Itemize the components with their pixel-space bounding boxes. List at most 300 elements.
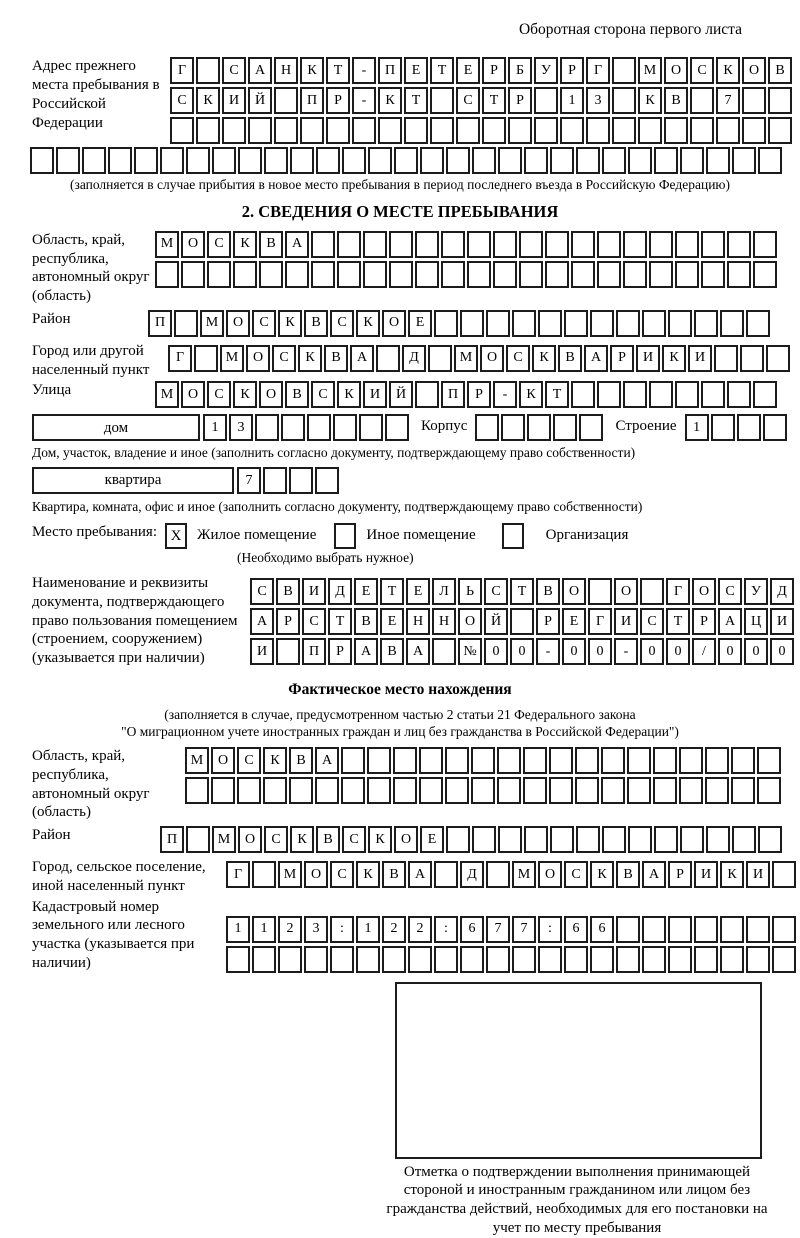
char-box[interactable]: С [250,578,274,605]
char-box[interactable] [742,117,766,144]
char-box[interactable]: А [248,57,272,84]
char-box[interactable] [408,946,432,973]
char-box[interactable]: А [406,638,430,665]
char-box[interactable] [281,414,305,441]
char-box[interactable] [196,117,220,144]
char-box[interactable]: В [276,578,300,605]
char-box[interactable]: О [246,345,270,372]
char-box[interactable] [668,946,692,973]
char-box[interactable]: 2 [382,916,406,943]
char-box[interactable] [211,777,235,804]
char-box[interactable]: К [356,861,380,888]
char-box[interactable] [430,87,454,114]
char-box[interactable] [311,261,335,288]
char-box[interactable] [255,414,279,441]
char-box[interactable]: 0 [588,638,612,665]
char-box[interactable]: О [458,608,482,635]
char-box[interactable]: Д [770,578,794,605]
char-box[interactable] [550,826,574,853]
char-box[interactable] [623,231,647,258]
char-box[interactable] [601,777,625,804]
char-box[interactable] [330,946,354,973]
char-box[interactable]: О [181,231,205,258]
char-box[interactable]: П [148,310,172,337]
char-box[interactable] [732,147,756,174]
char-box[interactable]: О [480,345,504,372]
char-box[interactable]: Е [404,57,428,84]
char-box[interactable]: О [211,747,235,774]
char-box[interactable] [627,777,651,804]
char-box[interactable]: И [614,608,638,635]
char-box[interactable] [553,414,577,441]
char-box[interactable]: 0 [510,638,534,665]
char-box[interactable]: О [238,826,262,853]
char-box[interactable]: Е [406,578,430,605]
char-box[interactable] [737,414,761,441]
char-box[interactable] [653,777,677,804]
char-box[interactable] [285,261,309,288]
char-box[interactable]: № [458,638,482,665]
char-box[interactable] [772,946,796,973]
char-box[interactable] [497,747,521,774]
char-box[interactable]: Р [508,87,532,114]
char-box[interactable] [475,414,499,441]
char-box[interactable] [419,747,443,774]
char-box[interactable]: С [564,861,588,888]
char-box[interactable] [415,261,439,288]
char-box[interactable]: А [350,345,374,372]
char-box[interactable] [134,147,158,174]
char-box[interactable]: Д [460,861,484,888]
char-box[interactable] [549,777,573,804]
char-box[interactable]: И [363,381,387,408]
char-box[interactable] [590,310,614,337]
char-box[interactable]: С [640,608,664,635]
char-box[interactable]: 1 [226,916,250,943]
char-box[interactable] [616,946,640,973]
char-box[interactable]: 0 [744,638,768,665]
char-box[interactable] [612,87,636,114]
char-box[interactable]: К [278,310,302,337]
char-box[interactable] [315,777,339,804]
char-box[interactable]: 3 [229,414,253,441]
char-box[interactable] [538,310,562,337]
char-box[interactable] [434,946,458,973]
char-box[interactable]: Г [588,608,612,635]
char-box[interactable] [519,261,543,288]
char-box[interactable] [575,747,599,774]
char-box[interactable]: О [538,861,562,888]
char-box[interactable] [758,147,782,174]
char-box[interactable] [772,916,796,943]
char-box[interactable]: К [298,345,322,372]
char-box[interactable]: А [584,345,608,372]
char-box[interactable]: Д [328,578,352,605]
char-box[interactable]: П [160,826,184,853]
char-box[interactable] [155,261,179,288]
char-box[interactable]: О [562,578,586,605]
char-box[interactable] [623,381,647,408]
char-box[interactable] [731,777,755,804]
char-box[interactable]: Т [545,381,569,408]
char-box[interactable] [705,747,729,774]
char-box[interactable]: В [382,861,406,888]
char-box[interactable]: 6 [460,916,484,943]
char-box[interactable]: - [352,57,376,84]
char-box[interactable]: 7 [237,467,261,494]
char-box[interactable]: Н [274,57,298,84]
char-box[interactable]: Н [432,608,456,635]
char-box[interactable] [289,467,313,494]
char-box[interactable] [705,777,729,804]
char-box[interactable] [194,345,218,372]
char-box[interactable] [352,117,376,144]
char-box[interactable]: А [250,608,274,635]
char-box[interactable]: - [352,87,376,114]
char-box[interactable] [508,117,532,144]
char-box[interactable]: 2 [278,916,302,943]
char-box[interactable] [263,777,287,804]
char-box[interactable] [445,747,469,774]
char-box[interactable] [768,117,792,144]
char-box[interactable]: Р [610,345,634,372]
char-box[interactable] [545,231,569,258]
char-box[interactable]: О [394,826,418,853]
char-box[interactable] [757,777,781,804]
char-box[interactable] [441,231,465,258]
char-box[interactable]: Р [328,638,352,665]
char-box[interactable]: Е [380,608,404,635]
char-box[interactable] [597,381,621,408]
char-box[interactable] [746,310,770,337]
char-box[interactable]: Р [276,608,300,635]
char-box[interactable]: У [744,578,768,605]
char-box[interactable]: О [742,57,766,84]
char-box[interactable]: Т [666,608,690,635]
char-box[interactable] [668,310,692,337]
char-box[interactable]: 1 [560,87,584,114]
char-box[interactable] [720,310,744,337]
char-box[interactable] [623,261,647,288]
char-box[interactable] [716,117,740,144]
char-box[interactable] [701,231,725,258]
char-box[interactable]: М [200,310,224,337]
char-box[interactable]: М [185,747,209,774]
char-box[interactable]: : [330,916,354,943]
char-box[interactable] [252,861,276,888]
char-box[interactable] [757,747,781,774]
char-box[interactable]: В [616,861,640,888]
char-box[interactable]: 3 [586,87,610,114]
char-box[interactable] [337,231,361,258]
char-box[interactable] [763,414,787,441]
char-box[interactable] [316,147,340,174]
char-box[interactable]: Т [430,57,454,84]
char-box[interactable]: Р [560,57,584,84]
char-box[interactable]: 1 [685,414,709,441]
char-box[interactable]: Т [510,578,534,605]
char-box[interactable] [701,261,725,288]
char-box[interactable] [170,117,194,144]
char-box[interactable]: С [207,231,231,258]
char-box[interactable] [311,231,335,258]
char-box[interactable]: К [337,381,361,408]
char-box[interactable]: М [278,861,302,888]
char-box[interactable] [701,381,725,408]
char-box[interactable] [393,747,417,774]
char-box[interactable]: Р [668,861,692,888]
char-box[interactable] [389,231,413,258]
char-box[interactable]: С [272,345,296,372]
char-box[interactable] [300,117,324,144]
char-box[interactable] [446,147,470,174]
char-box[interactable]: П [378,57,402,84]
char-box[interactable] [642,310,666,337]
char-box[interactable]: Т [380,578,404,605]
char-box[interactable] [404,117,428,144]
char-box[interactable] [753,381,777,408]
char-box[interactable] [430,117,454,144]
char-box[interactable] [602,826,626,853]
char-box[interactable]: Г [666,578,690,605]
char-box[interactable] [675,381,699,408]
char-box[interactable]: К [638,87,662,114]
char-box[interactable] [108,147,132,174]
char-box[interactable]: М [155,231,179,258]
char-box[interactable] [428,345,452,372]
char-box[interactable] [415,231,439,258]
char-box[interactable]: О [226,310,250,337]
char-box[interactable] [185,777,209,804]
char-box[interactable] [597,261,621,288]
char-box[interactable] [690,87,714,114]
char-box[interactable]: И [302,578,326,605]
char-box[interactable]: К [356,310,380,337]
char-box[interactable]: А [285,231,309,258]
char-box[interactable] [290,147,314,174]
char-box[interactable] [56,147,80,174]
char-box[interactable] [675,261,699,288]
char-box[interactable] [694,916,718,943]
char-box[interactable] [612,57,636,84]
char-box[interactable] [575,777,599,804]
char-box[interactable] [564,946,588,973]
char-box[interactable] [460,946,484,973]
char-box[interactable]: М [638,57,662,84]
char-box[interactable] [576,147,600,174]
char-box[interactable]: С [330,310,354,337]
char-box[interactable]: К [290,826,314,853]
char-box[interactable] [711,414,735,441]
char-box[interactable]: 7 [486,916,510,943]
char-box[interactable] [527,414,551,441]
char-box[interactable] [263,467,287,494]
char-box[interactable]: В [380,638,404,665]
char-box[interactable] [654,147,678,174]
char-box[interactable] [237,777,261,804]
char-box[interactable]: К [263,747,287,774]
char-box[interactable]: А [408,861,432,888]
char-box[interactable] [30,147,54,174]
char-box[interactable] [586,117,610,144]
char-box[interactable]: С [170,87,194,114]
char-box[interactable]: В [324,345,348,372]
char-box[interactable] [415,381,439,408]
char-box[interactable] [534,87,558,114]
char-box[interactable] [486,946,510,973]
char-box[interactable] [576,826,600,853]
char-box[interactable] [638,117,662,144]
char-box[interactable] [207,261,231,288]
char-box[interactable] [740,345,764,372]
char-box[interactable]: С [302,608,326,635]
char-box[interactable] [694,946,718,973]
char-box[interactable] [501,414,525,441]
char-box[interactable]: О [304,861,328,888]
char-box[interactable] [222,117,246,144]
char-box[interactable]: Ц [744,608,768,635]
char-box[interactable] [680,147,704,174]
char-box[interactable] [486,310,510,337]
char-box[interactable]: С [330,861,354,888]
char-box[interactable] [642,946,666,973]
char-box[interactable] [746,946,770,973]
char-box[interactable] [571,261,595,288]
char-box[interactable] [248,117,272,144]
char-box[interactable] [419,777,443,804]
char-box[interactable] [363,261,387,288]
char-box[interactable]: С [207,381,231,408]
char-box[interactable] [341,747,365,774]
char-box[interactable] [727,261,751,288]
char-box[interactable] [367,747,391,774]
char-box[interactable]: 1 [356,916,380,943]
char-box[interactable]: О [664,57,688,84]
char-box[interactable] [212,147,236,174]
char-box[interactable]: К [716,57,740,84]
char-box[interactable]: К [532,345,556,372]
char-box[interactable] [472,147,496,174]
char-box[interactable] [772,861,796,888]
char-box[interactable] [512,946,536,973]
char-box[interactable] [307,414,331,441]
char-box[interactable] [549,747,573,774]
char-box[interactable] [446,826,470,853]
char-box[interactable]: А [354,638,378,665]
char-box[interactable] [642,916,666,943]
char-box[interactable]: 6 [564,916,588,943]
char-box[interactable]: И [688,345,712,372]
char-box[interactable] [768,87,792,114]
char-box[interactable]: В [354,608,378,635]
char-box[interactable]: 0 [718,638,742,665]
char-box[interactable]: Г [168,345,192,372]
char-box[interactable] [482,117,506,144]
char-box[interactable] [731,747,755,774]
char-box[interactable]: 6 [590,916,614,943]
char-box[interactable]: Р [692,608,716,635]
char-box[interactable] [524,826,548,853]
char-box[interactable] [649,231,673,258]
char-box[interactable]: - [614,638,638,665]
char-box[interactable]: Е [354,578,378,605]
char-box[interactable]: Р [467,381,491,408]
char-box[interactable] [389,261,413,288]
char-box[interactable]: 0 [562,638,586,665]
char-box[interactable]: Г [170,57,194,84]
char-box[interactable]: Р [536,608,560,635]
char-box[interactable]: Й [248,87,272,114]
char-box[interactable] [289,777,313,804]
char-box[interactable]: : [434,916,458,943]
char-box[interactable]: Т [328,608,352,635]
char-box[interactable] [571,231,595,258]
char-box[interactable] [471,777,495,804]
char-box[interactable] [337,261,361,288]
char-box[interactable]: Ь [458,578,482,605]
char-box[interactable]: А [718,608,742,635]
char-box[interactable] [82,147,106,174]
char-box[interactable] [367,777,391,804]
char-box[interactable] [264,147,288,174]
char-box[interactable] [385,414,409,441]
char-box[interactable] [160,147,184,174]
char-box[interactable] [420,147,444,174]
char-box[interactable] [333,414,357,441]
char-box[interactable]: А [315,747,339,774]
char-box[interactable] [259,261,283,288]
char-box[interactable] [727,231,751,258]
residence-checkbox-zhiloe[interactable]: X [165,523,187,549]
char-box[interactable] [640,578,664,605]
char-box[interactable] [545,261,569,288]
char-box[interactable]: С [222,57,246,84]
char-box[interactable]: С [718,578,742,605]
char-box[interactable]: : [538,916,562,943]
char-box[interactable]: И [694,861,718,888]
char-box[interactable]: О [382,310,406,337]
char-box[interactable]: В [768,57,792,84]
char-box[interactable]: 7 [716,87,740,114]
char-box[interactable] [714,345,738,372]
char-box[interactable] [382,946,406,973]
char-box[interactable] [653,747,677,774]
char-box[interactable]: Й [484,608,508,635]
char-box[interactable] [654,826,678,853]
char-box[interactable]: О [692,578,716,605]
char-box[interactable]: С [264,826,288,853]
char-box[interactable] [649,261,673,288]
char-box[interactable] [393,777,417,804]
char-box[interactable]: В [289,747,313,774]
char-box[interactable]: П [300,87,324,114]
char-box[interactable] [742,87,766,114]
char-box[interactable] [186,826,210,853]
char-box[interactable]: Й [389,381,413,408]
char-box[interactable]: 0 [770,638,794,665]
char-box[interactable] [304,946,328,973]
char-box[interactable] [497,777,521,804]
char-box[interactable] [564,310,588,337]
char-box[interactable] [720,946,744,973]
char-box[interactable] [278,946,302,973]
char-box[interactable] [434,861,458,888]
char-box[interactable]: С [456,87,480,114]
char-box[interactable]: К [368,826,392,853]
char-box[interactable] [472,826,496,853]
char-box[interactable] [524,147,548,174]
char-box[interactable] [512,310,536,337]
